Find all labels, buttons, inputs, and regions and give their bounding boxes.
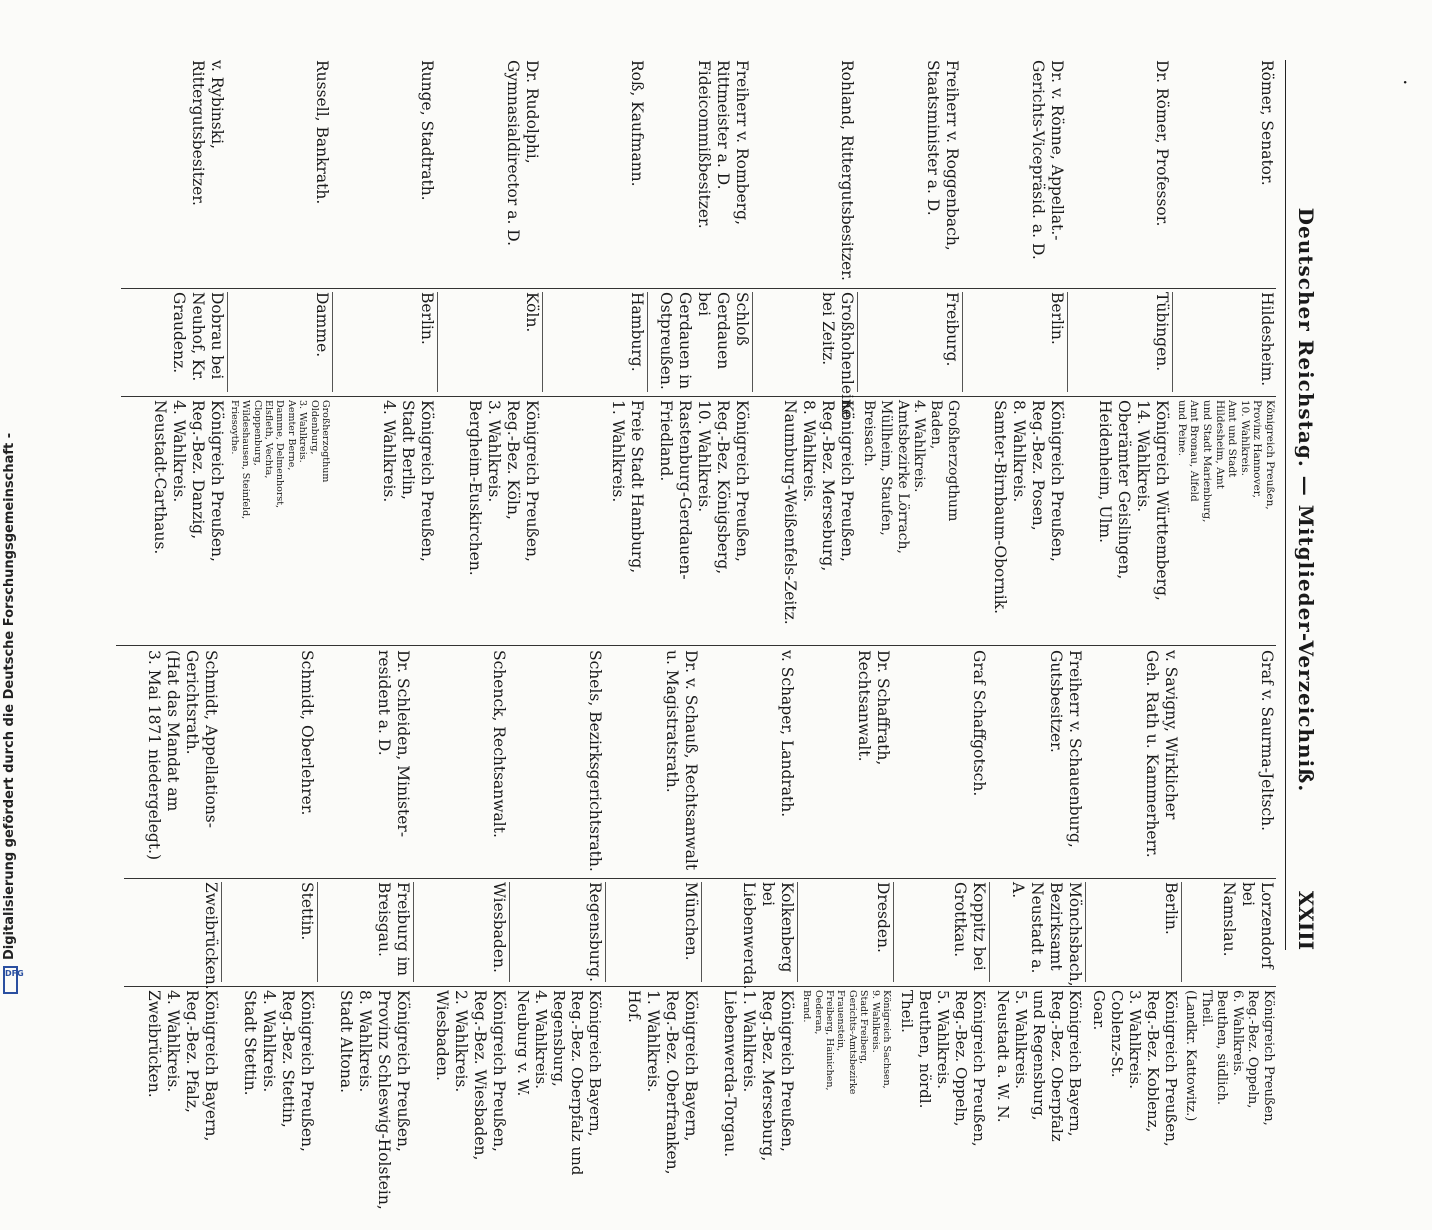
credit-text: Digitalisierung gefördert durch die Deutsche Forschungsgemeinschaft - <box>2 432 17 960</box>
residence-cell: Kolkenberg bei Liebenwerda. <box>740 882 796 990</box>
name-cell: Römer, Senator. <box>1258 60 1276 186</box>
district-cell: Königreich Bayern, Reg.-Bez. Oberpfalz und Regensburg, 4. Wahlkreis. Neuburg v. W. <box>514 990 604 1176</box>
name-cell: Dr. Schaffrath, Rechtsanwalt. <box>855 650 892 766</box>
row-divider <box>413 882 414 982</box>
table-row <box>1182 650 1276 1230</box>
district-cell: Königreich Preußen, Reg.-Bez. Oppeln, 6. Wahlkreis. Beuthen, südlich. Theil. (Landkr. Kattowitz.) <box>1183 990 1276 1126</box>
table-row <box>753 60 856 640</box>
name-cell: Roß, Kaufmann. <box>628 60 646 187</box>
table-row <box>543 60 646 640</box>
scan-mark: · <box>1402 70 1409 94</box>
district-cell: Königreich Württemberg, 14. Wahlkreis. Oberämter Geislingen, Heidenheim, Ulm. <box>1096 400 1171 601</box>
table-row <box>123 60 226 640</box>
table-row <box>990 650 1084 1230</box>
page-number: XXIII <box>1294 890 1318 950</box>
table-row <box>702 650 796 1230</box>
table-row <box>318 650 412 1230</box>
table-row <box>510 650 604 1230</box>
name-cell: v. Schaper, Landrath. <box>778 650 796 818</box>
district-cell: Königreich Preußen, Reg.-Bez. Oppeln, 5. Wahlkreis. Beuthen, nördl. Theil. <box>898 990 988 1147</box>
name-cell: Schmidt, Oberlehrer. <box>298 650 316 816</box>
district-cell: Königreich Bayern, Reg.-Bez. Pfalz, 4. Wahlkreis. Zweibrücken. <box>145 990 220 1142</box>
row-divider <box>962 292 963 392</box>
district-cell: Königreich Preußen, Reg.-Bez. Koblenz, 3. Wahlkreis. Coblenz-St. Goar. <box>1090 990 1180 1147</box>
name-cell: Freiherr v. Roggenbach, Staatsminister a. D. <box>924 60 961 251</box>
residence-cell: Köln. <box>523 292 541 333</box>
row-divider <box>605 882 606 982</box>
row-divider <box>542 292 543 392</box>
residence-cell: Mönchsbach, Bezirksamt Neustadt a. A. <box>1009 882 1084 987</box>
district-cell: Königreich Preußen, Reg.-Bez. Köln, 3. Wahlkreis. Bergheim-Euskirchen. <box>466 400 541 576</box>
district-cell: Königreich Preußen, Reg.-Bez. Merseburg, 1. Wahlkreis. Liebenwerda-Torgau. <box>721 990 796 1162</box>
dfg-logo: DFG <box>3 966 18 994</box>
residence-cell: Damme. <box>313 292 331 358</box>
residence-cell: Berlin. <box>1162 882 1180 935</box>
table-row <box>648 60 751 640</box>
row-divider <box>857 292 858 392</box>
center-divider <box>116 645 1276 646</box>
residence-cell: Schloß Gerdauen bei Gerdauen in Ostpreußen. <box>657 292 751 390</box>
residence-cell: Zweibrücken. <box>202 882 220 990</box>
residence-cell: Dresden. <box>874 882 892 953</box>
row-divider <box>1085 882 1086 982</box>
table-row <box>228 60 331 640</box>
district-cell: Königreich Preußen, Provinz Schleswig-Holstein, 8. Wahlkreis. Stadt Altona. <box>337 990 412 1210</box>
row-divider <box>317 882 318 982</box>
row-divider <box>752 292 753 392</box>
table-row <box>222 650 316 1230</box>
name-cell: Runge, Stadtrath. <box>418 60 436 201</box>
residence-cell: Freiburg. <box>943 292 961 367</box>
residence-cell: Lorzendorf bei Namslau. <box>1220 882 1276 969</box>
name-cell: v. Savigny, Wirklicher Geh. Rath u. Kammerherr. <box>1143 650 1180 858</box>
residence-cell: Tübingen. <box>1153 292 1171 372</box>
row-divider <box>509 882 510 982</box>
table-row <box>438 60 541 640</box>
table-row <box>963 60 1066 640</box>
document-page <box>96 20 1336 1210</box>
name-cell: v. Rybinski, Rittergutsbesitzer. <box>189 60 226 206</box>
residence-cell: Großhohenleine bei Zeitz. <box>819 292 856 419</box>
row-divider <box>1067 292 1068 392</box>
name-cell: Freiherr v. Romberg, Rittmeister a. D. Fideicommißbesitzer. <box>695 60 751 229</box>
district-cell: Königreich Preußen, Reg.-Bez. Stettin, 4. Wahlkreis. Stadt Stettin. <box>241 990 316 1152</box>
name-cell: Graf v. Saurma-Jeltsch. <box>1258 650 1276 832</box>
district-cell: Königreich Preußen, Reg.-Bez. Königsberg, 10. Wahlkreis. Rastenburg-Gerdauen-Friedland. <box>657 400 751 580</box>
row-divider <box>989 882 990 982</box>
residence-cell: Freiburg im Breisgau. <box>375 882 412 977</box>
table-row <box>414 650 508 1230</box>
row-divider <box>221 882 222 982</box>
row-divider <box>1181 882 1182 982</box>
name-cell: Dr. Schleiden, Minister- resident a. D. <box>375 650 412 838</box>
name-cell: Dr. v. Rönne, Appellat.- Gerichts-Vicepräsid. a. D. <box>1029 60 1066 260</box>
table-row <box>1068 60 1171 640</box>
page-title: Deutscher Reichstag. — Mitglieder-Verzeichniß. <box>1294 207 1318 793</box>
row-divider <box>647 292 648 392</box>
left-column-table <box>116 60 1276 640</box>
page-header <box>1288 20 1318 980</box>
name-cell: Rohland, Rittergutsbesitzer. <box>838 60 856 281</box>
table-row <box>126 650 220 1230</box>
residence-cell: Koppitz bei Grottkau. <box>951 882 988 971</box>
name-cell: Graf Schaffgotsch. <box>970 650 988 797</box>
name-cell: Dr. Römer, Professor. <box>1153 60 1171 227</box>
district-cell: Königreich Preußen, Provinz Hannover, 10. Wahlkreis. Amt und Stadt Hildesheim, Amt und Stadt Marienburg, Amt Bronau, Alfeld und Peine. <box>1175 400 1276 523</box>
name-cell: Dr. Rudolphi, Gymnasialdirector a. D. <box>504 60 541 247</box>
row-divider <box>1172 292 1173 392</box>
name-cell: Russell, Bankrath. <box>313 60 331 205</box>
residence-cell: Hamburg. <box>628 292 646 372</box>
row-divider <box>701 882 702 982</box>
header-rule <box>1285 60 1286 950</box>
district-cell: Königreich Preußen, Stadt Berlin, 4. Wahlkreis. <box>380 400 436 562</box>
table-row <box>798 650 892 1230</box>
row-divider <box>227 292 228 392</box>
table-row <box>894 650 988 1230</box>
district-cell: Königreich Bayern, Reg.-Bez. Oberpfalz und Regensburg, 5. Wahlkreis. Neustadt a. W. N. <box>994 990 1084 1142</box>
digitization-sidebar <box>0 0 22 1000</box>
district-cell: Großherzogthum Baden, 4. Wahlkreis. Amtsbezirke Lörrach, Müllheim, Staufen, Breisach. <box>861 400 961 554</box>
table-row <box>606 650 700 1230</box>
row-divider <box>437 292 438 392</box>
district-cell: Großherzogthum Oldenburg, 3. Wahlkreis. Aemter Berne, Damme, Delmenhorst, Elsfleth, Vechta, Cloppenburg, Wildeshausen, Steinfeld, Friesoythe. <box>228 400 331 520</box>
name-cell: Dr. v. Schauß, Rechtsanwalt u. Magistratsrath. <box>663 650 700 871</box>
name-cell: Schenck, Rechtsanwalt. <box>490 650 508 838</box>
residence-cell: München. <box>682 882 700 961</box>
residence-cell: Regensburg. <box>586 882 604 983</box>
residence-cell: Hildesheim. <box>1258 292 1276 387</box>
name-cell: Schmidt, Appellations- Gerichtsrath. (Hat das Mandat am 3. Mai 1871 niedergelegt.) <box>145 650 220 861</box>
district-cell: Königreich Sachsen, 9. Wahlkreis. Stadt Freiberg, Gerichts-Amtsbezirke Frauenstein, Freiberg, Hainichen, Oederan, Brand. <box>801 990 892 1095</box>
district-cell: Königreich Preußen, Reg.-Bez. Merseburg, 8. Wahlkreis. Naumburg-Weißenfels-Zeitz. <box>781 400 856 625</box>
residence-cell: Wiesbaden. <box>490 882 508 973</box>
right-column-table <box>116 650 1276 1230</box>
residence-cell: Dobrau bei Neuhof, Kr. Graudenz. <box>170 292 226 382</box>
table-row <box>1173 60 1276 640</box>
district-cell: Königreich Preußen, Reg.-Bez. Danzig, 4. Wahlkreis. Neustadt-Carthaus. <box>151 400 226 562</box>
table-row <box>858 60 961 640</box>
name-cell: Schels, Bezirksgerichtsrath. <box>586 650 604 872</box>
row-divider <box>893 882 894 982</box>
residence-cell: Berlin. <box>418 292 436 345</box>
district-cell: Freie Stadt Hamburg, 1. Wahlkreis. <box>609 400 646 574</box>
residence-cell: Stettin. <box>298 882 316 941</box>
row-divider <box>332 292 333 392</box>
district-cell: Königreich Bayern, Reg.-Bez. Oberfranken, 1. Wahlkreis. Hof. <box>625 990 700 1175</box>
district-cell: Königreich Preußen, Reg.-Bez. Wiesbaden, 2. Wahlkreis. Wiesbaden. <box>433 990 508 1161</box>
row-divider <box>797 882 798 982</box>
table-row <box>1086 650 1180 1230</box>
residence-cell: Berlin. <box>1048 292 1066 345</box>
district-cell: Königreich Preußen, Reg.-Bez. Posen, 8. Wahlkreis. Samter-Birnbaum-Obornik. <box>991 400 1066 615</box>
name-cell: Freiherr v. Schauenburg, Gutsbesitzer. <box>1047 650 1084 848</box>
table-row <box>333 60 436 640</box>
